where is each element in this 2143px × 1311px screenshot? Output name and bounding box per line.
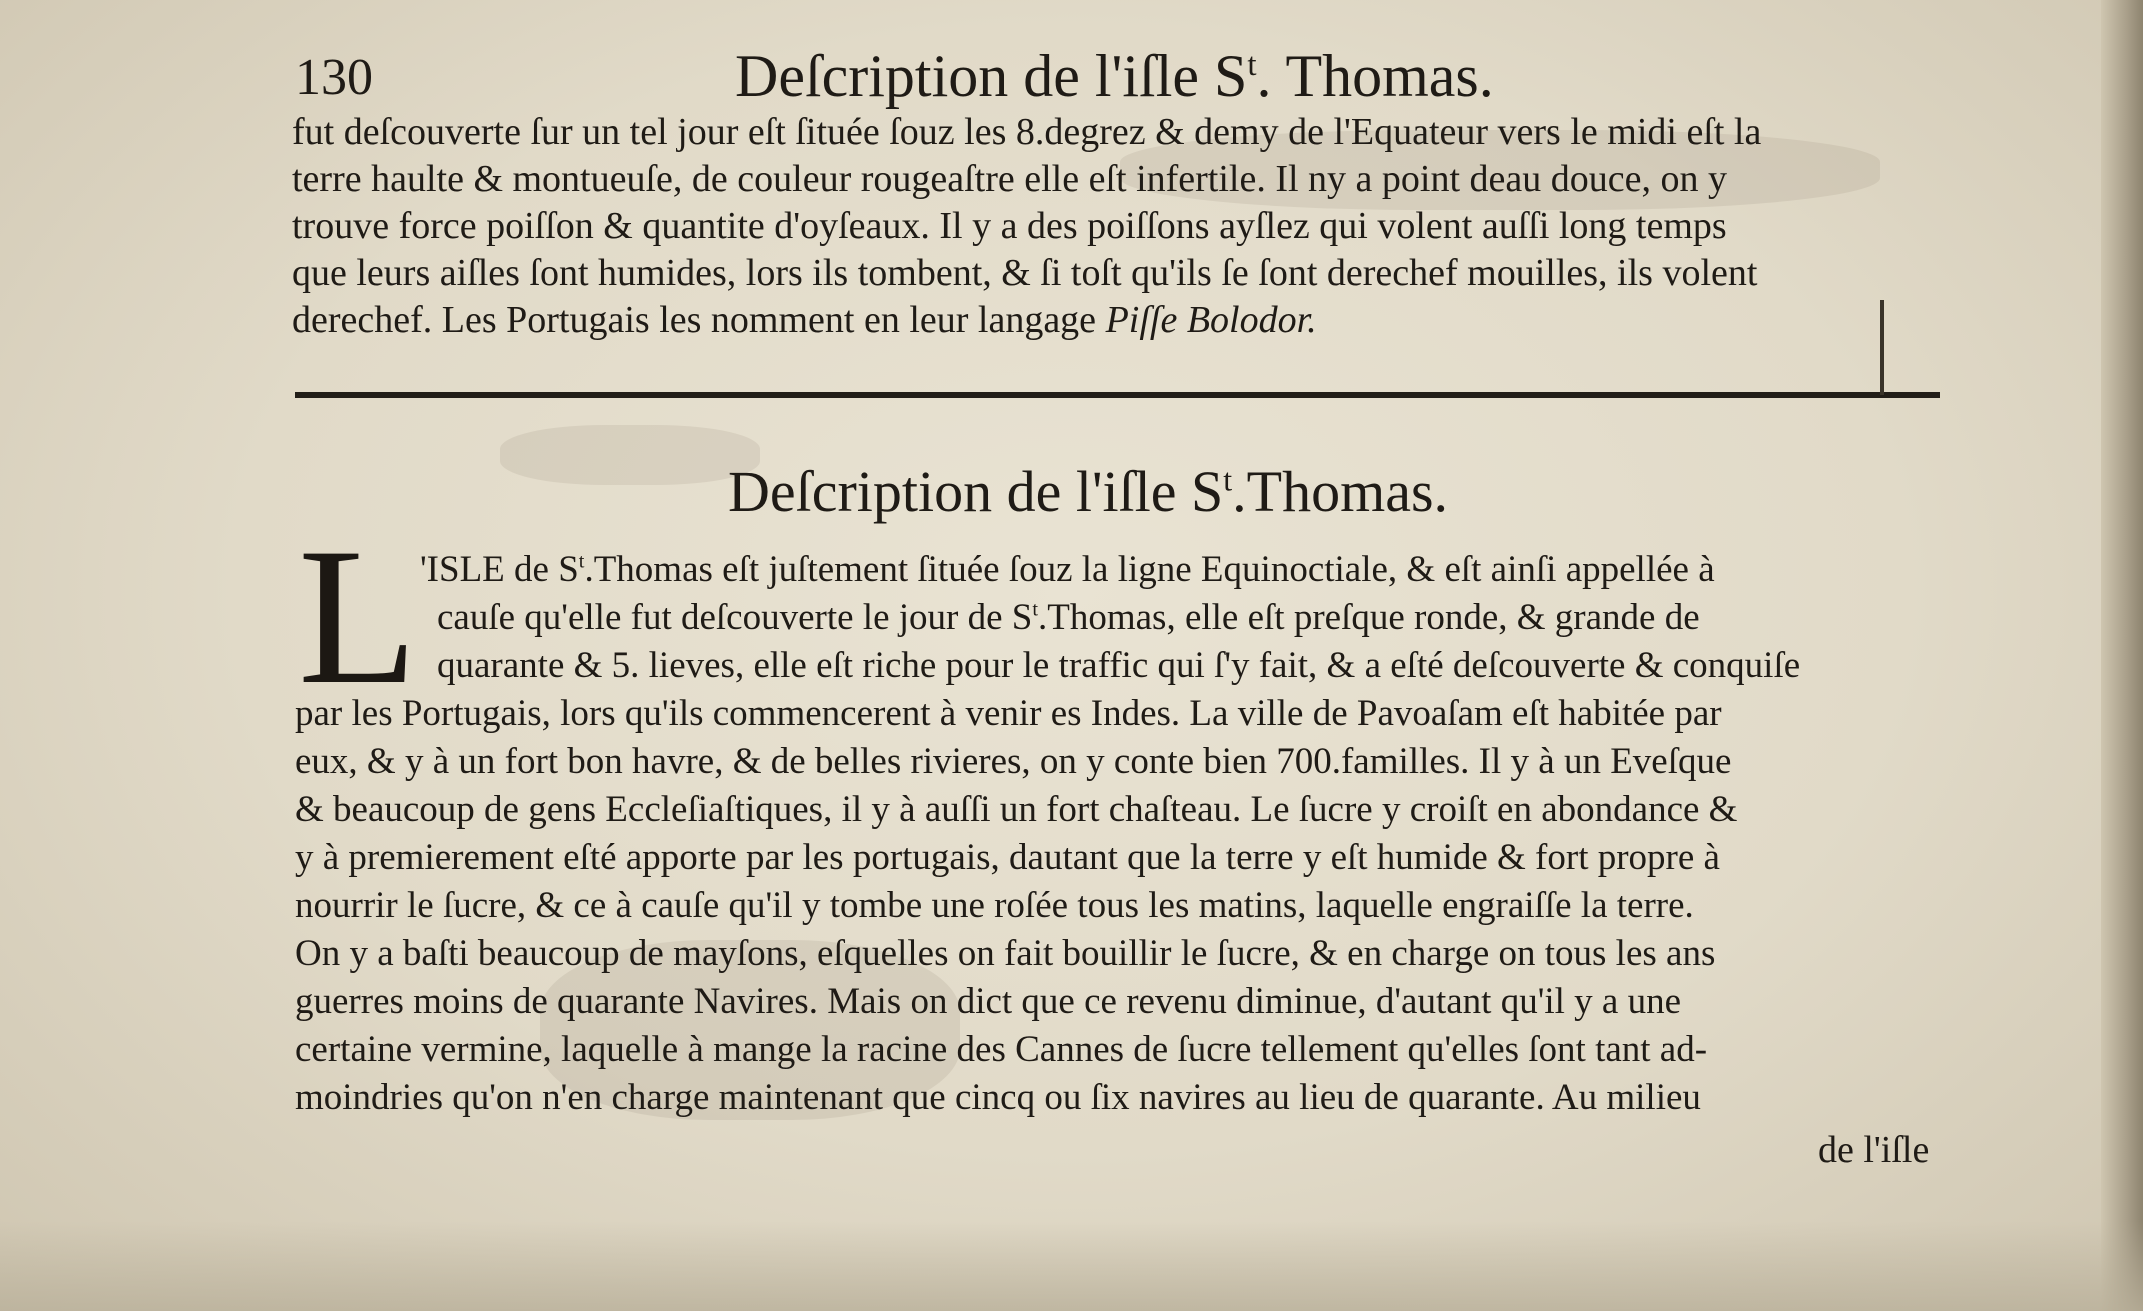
text-line: par les Portugais, lors qu'ils commencerent à venir es Indes. La ville de Pavoaſam eſt habitée par — [295, 693, 1722, 734]
text-line: fut deſcouverte ſur un tel jour eſt ſituée ſouz les 8.degrez & demy de l'Equateur vers le midi eſt la — [292, 111, 1762, 153]
text-line: derechef. Les Portugais les nomment en leur langage Piſſe Bolodor. — [292, 299, 1317, 341]
page-number: 130 — [295, 49, 373, 106]
ink-bleed — [500, 425, 760, 485]
running-title: Deſcription de l'iſle $S^t$. Thomas. — [735, 43, 1494, 109]
text-line: & beaucoup de gens Eccleſiaſtiques, il y à auſſi un fort chaſteau. Le ſucre y croiſt en abondance & — [295, 789, 1738, 830]
text-line: y à premierement eſté apporte par les portugais, dautant que la terre y eſt humide & fort propre à — [295, 837, 1720, 878]
drop-cap: L — [298, 508, 418, 725]
section-title: Deſcription de l'iſle $S^t.Thomas$. — [728, 459, 1449, 524]
text-line: moindries qu'on n'en charge maintenant que cincq ou ſix navires au lieu de quarante. Au milieu — [295, 1077, 1701, 1118]
section-rule — [295, 392, 1940, 398]
text-line: quarante & 5. lieves, elle eſt riche pour le traffic qui ſ'y fait, & a eſté deſcouverte & conquiſe — [437, 645, 1801, 686]
text-line: On y a baſti beaucoup de mayſons, eſquelles on fait bouillir le ſucre, & en charge on tous les ans — [295, 933, 1716, 974]
italic-term: Piſſe Bolodor. — [1105, 299, 1317, 341]
text-line: guerres moins de quarante Navires. Mais on dict que ce revenu diminue, d'autant qu'il y a une — [295, 981, 1682, 1022]
rule-corner-mark — [1880, 300, 1884, 395]
text-line: cauſe qu'elle fut deſcouverte le jour de $S^t.Thomas$, elle eſt preſque ronde, & grande de — [437, 597, 1700, 638]
page-spine-shadow — [2101, 0, 2143, 1311]
text-line: trouve force poiſſon & quantite d'oyſeaux. Il y a des poiſſons ayſlez qui volent auſſi long temps — [292, 205, 1727, 247]
text-line: eux, & y à un fort bon havre, & de belles rivieres, on y conte bien 700.familles. Il y à un Eveſque — [295, 741, 1732, 782]
catchword: de l'iſle — [1818, 1129, 1930, 1171]
page-bottom-shadow — [0, 1221, 2143, 1311]
text-line: 'ISLE de $S^t.Thomas$ eſt juſtement ſituée ſouz la ligne Equinoctiale, & eſt ainſi appellée à — [420, 549, 1715, 590]
text-line: certaine vermine, laquelle à mange la racine des Cannes de ſucre tellement qu'elles ſont tant ad- — [295, 1029, 1708, 1070]
text-line: nourrir le ſucre, & ce à cauſe qu'il y tombe une roſée tous les matins, laquelle engraiſſe la terre. — [295, 885, 1694, 926]
text-line: que leurs aiſles ſont humides, lors ils tombent, & ſi toſt qu'ils ſe ſont derechef mouilles, ils volent — [292, 252, 1758, 294]
running-head — [295, 42, 1945, 112]
text-line: terre haulte & montueuſe, de couleur rougeaſtre elle eſt infertile. Il ny a point deau douce, on y — [292, 158, 1728, 200]
